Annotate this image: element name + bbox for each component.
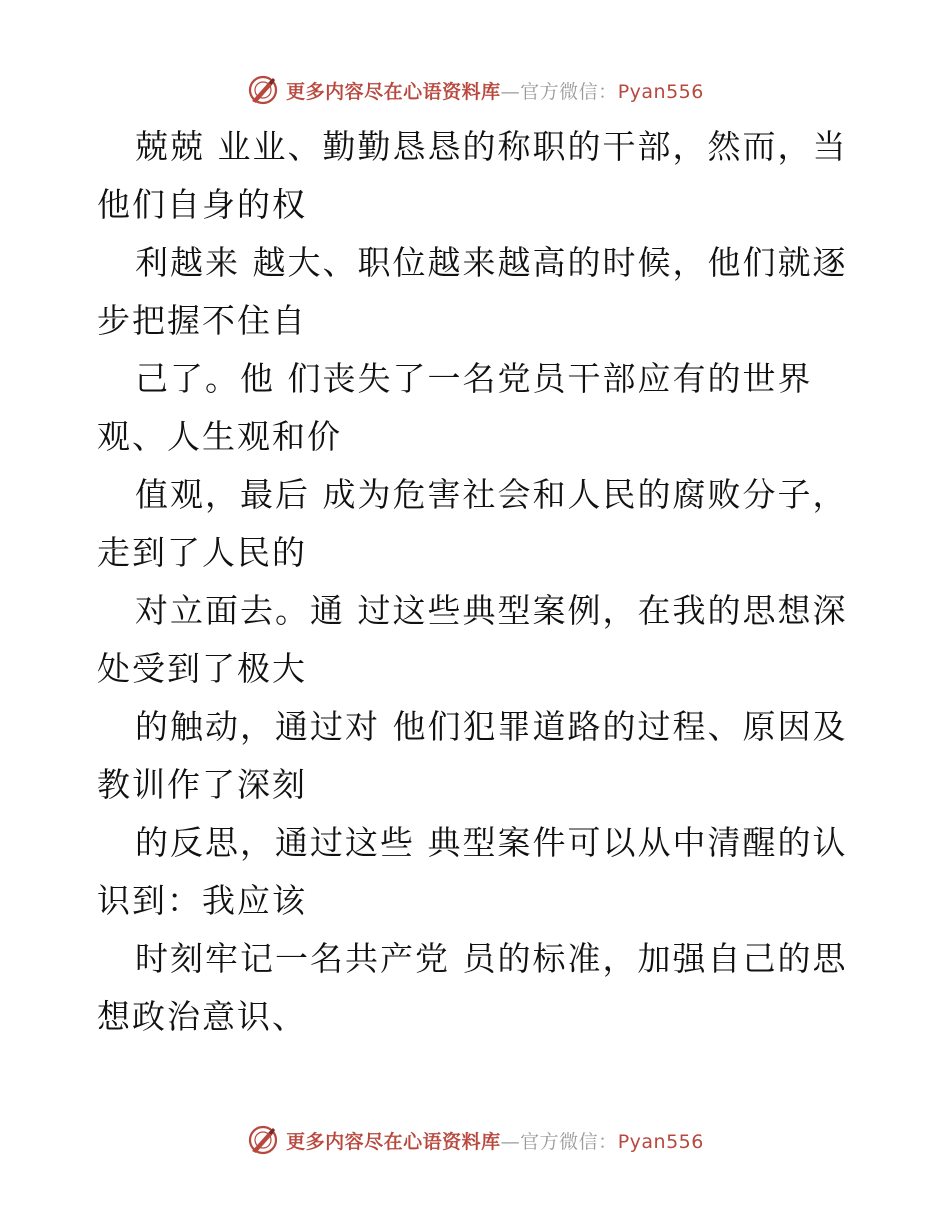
watermark-text bbox=[286, 1127, 704, 1154]
paragraph-line: 识到：我应该 bbox=[97, 881, 307, 920]
paragraph-7 bbox=[97, 814, 857, 930]
paragraph-4 bbox=[97, 466, 857, 582]
watermark-text bbox=[286, 77, 704, 104]
document-body bbox=[97, 118, 857, 1046]
paragraph-line: 对立面去。通 过这些典型案例，在我的思想深 bbox=[135, 591, 848, 630]
paragraph-line: 的反思，通过这些 典型案件可以从中清醒的认 bbox=[135, 823, 848, 862]
header-watermark bbox=[0, 70, 950, 110]
watermark-brand: 更多内容尽在心语资料库 bbox=[286, 1130, 501, 1153]
watermark-separator: — bbox=[500, 80, 521, 103]
paragraph-line: 时刻牢记一名共产党 员的标准，加强自己的思 bbox=[135, 939, 848, 978]
watermark-wechat-id: Pyan556 bbox=[617, 1130, 704, 1153]
paragraph-line: 步把握不住自 bbox=[97, 301, 307, 340]
paragraph-line: 利越来 越大、职位越来越高的时候，他们就逐 bbox=[135, 243, 848, 282]
watermark-label: 官方微信： bbox=[520, 1130, 618, 1153]
paragraph-line: 教训作了深刻 bbox=[97, 765, 307, 804]
paragraph-line: 的触动，通过对 他们犯罪道路的过程、原因及 bbox=[135, 707, 848, 746]
paragraph-1 bbox=[97, 118, 857, 234]
watermark-label: 官方微信： bbox=[520, 80, 618, 103]
watermark-separator: — bbox=[500, 1130, 521, 1153]
paragraph-8 bbox=[97, 930, 857, 1046]
watermark-brand: 更多内容尽在心语资料库 bbox=[286, 80, 501, 103]
paragraph-2 bbox=[97, 234, 857, 350]
footer-watermark bbox=[0, 1120, 950, 1160]
paragraph-line: 值观，最后 成为危害社会和人民的腐败分子， bbox=[135, 475, 848, 514]
pen-logo-icon bbox=[246, 1123, 280, 1157]
paragraph-line: 观、人生观和价 bbox=[97, 417, 342, 456]
paragraph-6 bbox=[97, 698, 857, 814]
paragraph-3 bbox=[97, 350, 857, 466]
paragraph-line: 走到了人民的 bbox=[97, 533, 307, 572]
paragraph-line: 他们自身的权 bbox=[97, 185, 307, 224]
pen-logo-icon bbox=[246, 73, 280, 107]
paragraph-line: 己了。他 们丧失了一名党员干部应有的世界 bbox=[135, 359, 813, 398]
paragraph-line: 想政治意识、 bbox=[97, 997, 307, 1036]
watermark-wechat-id: Pyan556 bbox=[617, 80, 704, 103]
paragraph-5 bbox=[97, 582, 857, 698]
paragraph-line: 兢兢 业业、勤勤恳恳的称职的干部，然而，当 bbox=[135, 127, 848, 166]
paragraph-line: 处受到了极大 bbox=[97, 649, 307, 688]
